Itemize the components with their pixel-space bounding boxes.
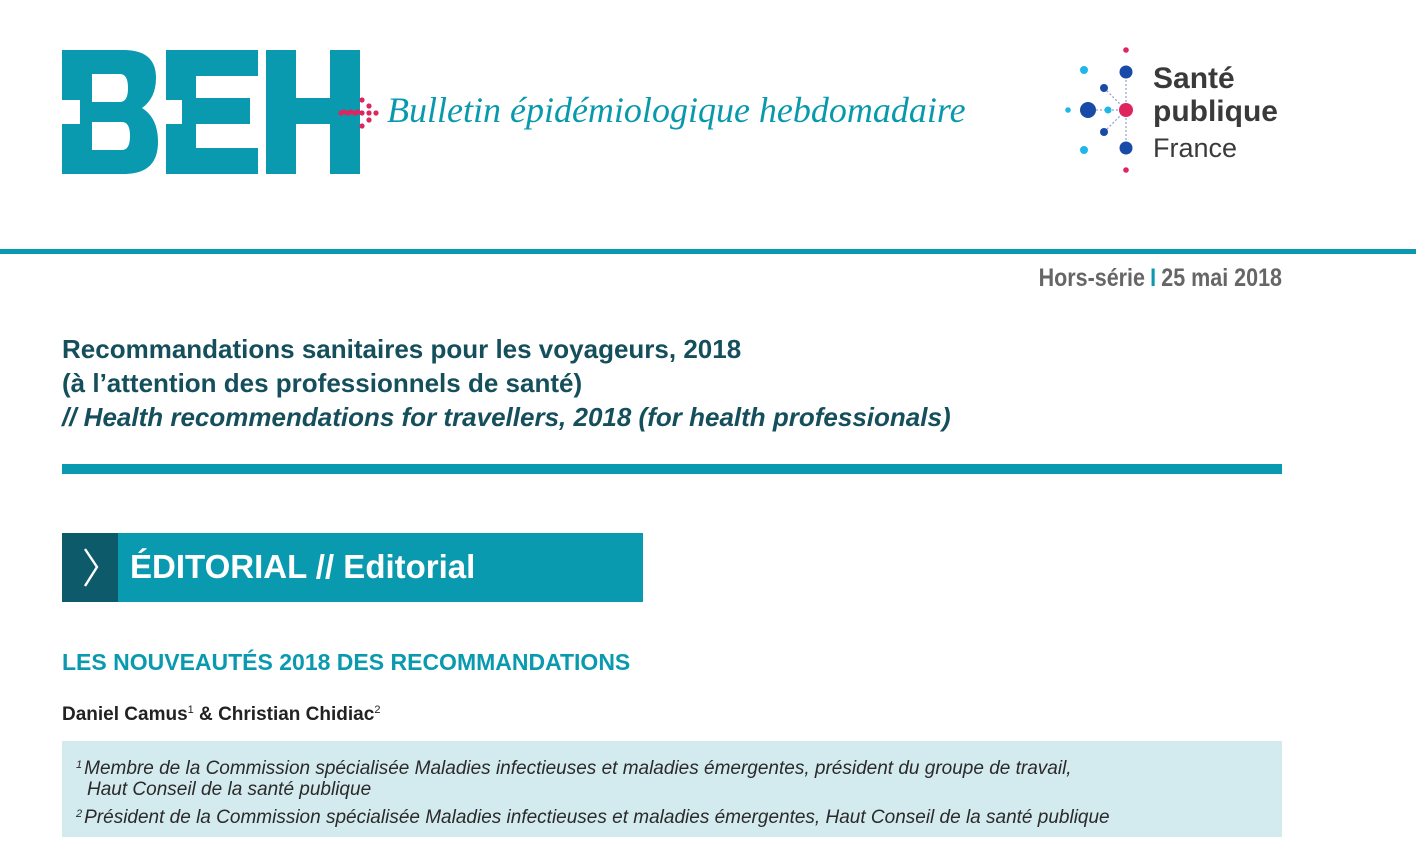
document-title-line-2: (à l’attention des professionnels de santé) (62, 368, 583, 398)
issue-separator: I (1150, 264, 1157, 292)
author-ref: 2 (374, 704, 381, 716)
issue-date: 25 mai 2018 (1161, 264, 1282, 292)
affiliation-ref: 2 (76, 808, 83, 820)
affiliation-1-continued: Haut Conseil de la santé publique (87, 779, 372, 800)
spf-logo-line-1: Santé (1153, 62, 1235, 95)
author-line (62, 697, 380, 728)
issue-info (781, 262, 1282, 294)
author-name: Christian Chidiac (218, 704, 375, 725)
author-joiner: & (193, 704, 219, 725)
chevron-right-icon (62, 533, 118, 602)
section-heading: LES NOUVEAUTÉS 2018 DES RECOMMANDATIONS (62, 649, 631, 675)
document-title-line-1: Recommandations sanitaires pour les voyageurs, 2018 (62, 334, 742, 364)
issue-series: Hors-série (1038, 264, 1145, 292)
affiliation-text: Membre de la Commission spécialisée Maladies infectieuses et maladies émergentes, président du groupe de travail, (84, 758, 1072, 779)
title-divider (62, 464, 1282, 474)
header-divider (0, 249, 1416, 254)
editorial-banner-label: ÉDITORIAL // Editorial (130, 548, 476, 585)
sante-publique-france-logo-icon (1062, 46, 1158, 174)
spf-logo-line-3: France (1153, 133, 1238, 163)
banner-chevron-box (62, 533, 118, 602)
bulletin-title: Bulletin épidémiologique hebdomadaire (387, 90, 966, 130)
document-title-english: // Health recommendations for travellers, 2018 (for health professionals) (62, 402, 951, 432)
arrow-dots-icon (338, 96, 384, 130)
author-ref: 1 (187, 704, 194, 716)
spf-logo-line-2: publique (1153, 95, 1278, 128)
affiliation-2 (76, 802, 1110, 830)
editorial-banner (62, 533, 643, 602)
affiliations-box (62, 741, 1282, 837)
affiliation-1 (76, 753, 1072, 781)
affiliation-text: Président de la Commission spécialisée Maladies infectieuses et maladies émergentes, Haut Conseil de la santé publique (84, 807, 1110, 828)
author-name: Daniel Camus (62, 704, 188, 725)
affiliation-ref: 1 (76, 759, 83, 771)
beh-logo (62, 50, 362, 174)
